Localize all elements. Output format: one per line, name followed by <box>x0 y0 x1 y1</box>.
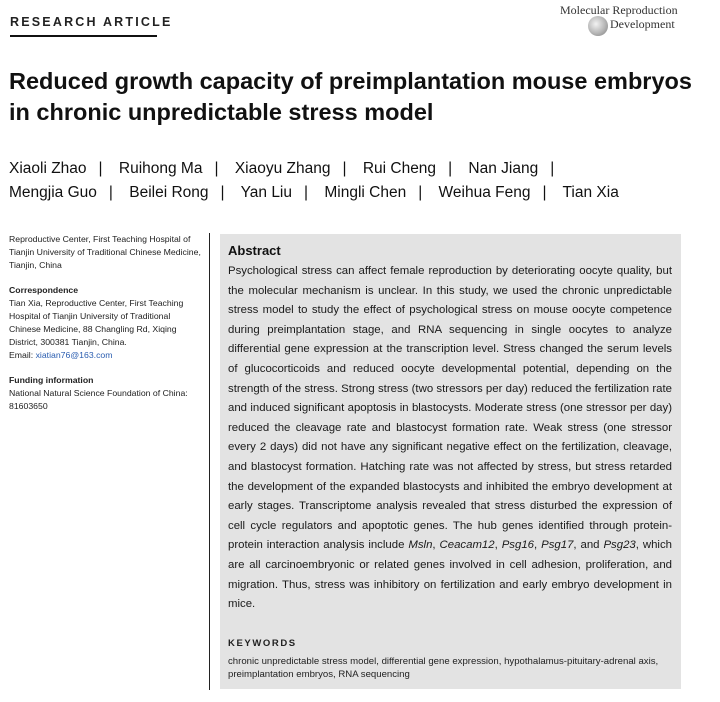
gene-separator: , <box>494 539 502 552</box>
funding-text: National Natural Science Foundation of China: 81603650 <box>9 388 188 411</box>
author-separator: | <box>98 160 103 177</box>
author-name[interactable]: Rui Cheng <box>362 160 437 177</box>
author-separator: | <box>550 160 555 177</box>
abstract-text-part1: Psychological stress can affect female reproduction by deteriorating oocyte quality, but the molecular mechanism is unclear. In this study, we used the chronic unpredictable stress model to study the effect of psychological stress on mouse oocyte competence during preimplantation stage, and RNA sequencing in single oocytes to analyze differential gene expression at the transcription level. Stress changed the serum levels of glucocorticoids and reduced oocyte developmental potential, depending on the strength of the stress. Strong stress (two stressors per day) reduced the fertilization rate and induced significant apoptosis in blastocysts. Moderate stress (one stressor per day) reduced the cleavage rate and blastocyst formation rate. Weak stress (one stressor every 2 days) did not have any significant negative effect on the fertilization, cleavage, and blastocyst formation. Hatching rate was not affected by stress, but stress retarded the development of the expanded blastocysts and inhibited the embryo development at early stages. Transcriptome analysis revealed that stress disturbed the expression of cell cycle regulators and apoptotic genes. The hub genes identified through protein-protein interaction analysis include <box>228 265 672 552</box>
author-separator: | <box>418 184 423 201</box>
author-separator: | <box>220 184 225 201</box>
author-separator: | <box>108 184 113 201</box>
gene-separator: , and <box>573 539 604 552</box>
gene-name: Psg16 <box>501 539 535 552</box>
email-link[interactable]: xiatian76@163.com <box>35 350 113 360</box>
gene-name: Msln <box>408 539 433 552</box>
section-label: RESEARCH ARTICLE <box>10 15 173 29</box>
keywords-heading: KEYWORDS <box>228 638 297 649</box>
email-label: Email: <box>9 350 34 360</box>
gene-separator: , <box>534 539 542 552</box>
correspondence-text <box>9 297 202 362</box>
author-name[interactable]: Nan Jiang <box>468 160 539 177</box>
author-list <box>9 157 714 205</box>
abstract-heading: Abstract <box>228 243 281 258</box>
journal-emblem-icon <box>588 16 608 36</box>
journal-name-line1: Molecular Reproduction <box>560 3 678 17</box>
affiliation: Reproductive Center, First Teaching Hospital of Tianjin University of Traditional Chinese Medicine, Tianjin, China <box>9 234 201 270</box>
correspondence-address: Tian Xia, Reproductive Center, First Teaching Hospital of Tianjin University of Traditional Chinese Medicine, 88 Changling Rd, Xiqing District, 300381 Tianjin, China. <box>9 298 184 347</box>
correspondence-heading: Correspondence <box>9 285 79 295</box>
journal-name-line2: Development <box>610 17 675 31</box>
author-name[interactable]: Tian Xia <box>562 184 619 201</box>
abstract-text <box>228 262 672 615</box>
author-name[interactable]: Ruihong Ma <box>118 160 203 177</box>
author-name[interactable]: Beilei Rong <box>129 184 209 201</box>
author-name[interactable]: Xiaoyu Zhang <box>234 160 331 177</box>
author-name[interactable]: Yan Liu <box>240 184 292 201</box>
article-title: Reduced growth capacity of preimplantation mouse embryos in chronic unpredictable stress model <box>9 68 692 125</box>
author-name[interactable]: Mingli Chen <box>324 184 407 201</box>
author-name[interactable]: Mengjia Guo <box>9 184 97 201</box>
journal-logo[interactable] <box>560 2 680 36</box>
gene-name: Psg17 <box>541 539 574 552</box>
gene-separator: , <box>432 539 440 552</box>
keywords-list: chronic unpredictable stress model, differential gene expression, hypothalamus-pituitary-adrenal axis, preimplantation embryos, RNA sequencing <box>228 656 659 680</box>
author-separator: | <box>342 160 347 177</box>
author-separator: | <box>214 160 219 177</box>
section-underline <box>10 35 157 37</box>
author-separator: | <box>542 184 547 201</box>
article-sidebar <box>9 233 202 425</box>
author-name[interactable]: Xiaoli Zhao <box>9 160 87 177</box>
abstract-text-part2: , which are all carcinoembryonic or related genes involved in cell adhesion, proliferation, and migration. Thus, stress was inhibitory on fertilization and early embryo development in mice. <box>228 539 672 611</box>
column-divider <box>209 233 210 690</box>
author-separator: | <box>448 160 453 177</box>
funding-heading: Funding information <box>9 375 94 385</box>
author-separator: | <box>304 184 309 201</box>
gene-name: Psg23 <box>603 539 636 552</box>
author-name[interactable]: Weihua Feng <box>438 184 531 201</box>
gene-name: Ceacam12 <box>439 539 495 552</box>
